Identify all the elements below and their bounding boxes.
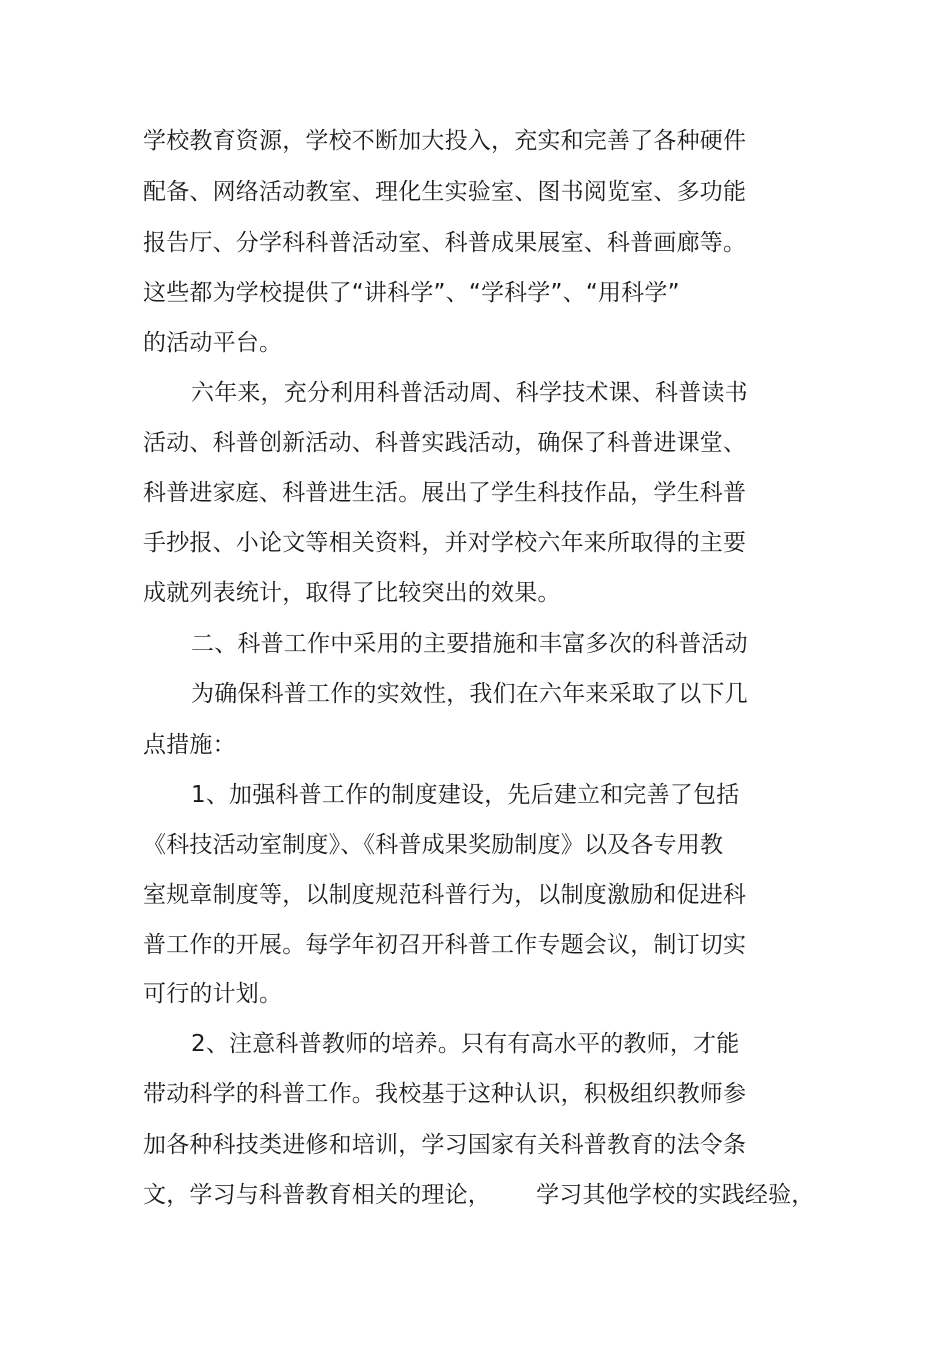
paragraph-start-line-14: 1、加强科普工作的制度建设，先后建立和完善了包括 xyxy=(191,782,740,808)
text-line-21: 加各种科技类进修和培训，学习国家有关科普教育的法令条 xyxy=(143,1132,747,1158)
paragraph-start-line-12: 为确保科普工作的实效性，我们在六年来采取了以下几 xyxy=(191,681,748,707)
text-line-17: 普工作的开展。每学年初召开科普工作专题会议，制订切实 xyxy=(143,932,747,958)
text-line-22: 文，学习与科普教育相关的理论， 学习其他学校的实践经验， xyxy=(143,1182,815,1208)
text-line-13: 点措施： xyxy=(143,732,236,758)
text-line-7: 活动、科普创新活动、科普实践活动，确保了科普进课堂、 xyxy=(143,430,747,456)
text-line-16: 室规章制度等，以制度规范科普行为，以制度激励和促进科 xyxy=(143,882,747,908)
section-heading: 二、科普工作中采用的主要措施和丰富多次的科普活动 xyxy=(191,631,748,657)
text-line-1: 学校教育资源，学校不断加大投入，充实和完善了各种硬件 xyxy=(143,128,747,154)
text-line-4: 这些都为学校提供了“讲科学”、“学科学”、“用科学” xyxy=(143,280,680,306)
text-line-8: 科普进家庭、科普进生活。展出了学生科技作品，学生科普 xyxy=(143,480,747,506)
paragraph-start-line-19: 2、注意科普教师的培养。只有有高水平的教师，才能 xyxy=(191,1031,740,1057)
text-line-20: 带动科学的科普工作。我校基于这种认识，积极组织教师参 xyxy=(143,1081,747,1107)
text-line-15: 《科技活动室制度》、《科普成果奖励制度》以及各专用教 xyxy=(143,832,724,858)
text-line-3: 报告厅、分学科科普活动室、科普成果展室、科普画廊等。 xyxy=(143,230,747,256)
text-line-5: 的活动平台。 xyxy=(143,330,283,356)
text-line-2: 配备、网络活动教室、理化生实验室、图书阅览室、多功能 xyxy=(143,179,747,205)
text-line-10: 成就列表统计，取得了比较突出的效果。 xyxy=(143,580,561,606)
text-line-18: 可行的计划。 xyxy=(143,981,283,1007)
text-line-9: 手抄报、小论文等相关资料，并对学校六年来所取得的主要 xyxy=(143,530,747,556)
paragraph-start-line-6: 六年来，充分利用科普活动周、科学技术课、科普读书 xyxy=(191,380,748,406)
